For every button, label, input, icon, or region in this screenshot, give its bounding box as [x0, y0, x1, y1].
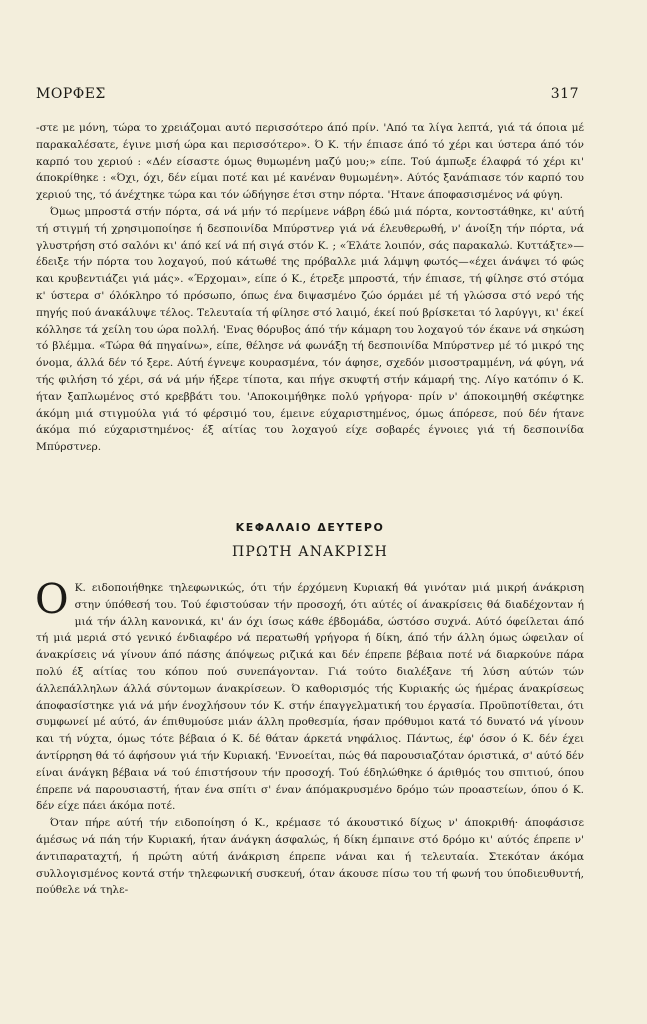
chapter-label: ΚΕΦΑΛΑΙΟ ΔΕΥΤΕΡΟ [235, 521, 385, 534]
running-title: ΜΟΡΦΕΣ [36, 86, 106, 102]
chapter-text-block [35, 575, 584, 899]
running-head [36, 86, 579, 102]
paragraph: Όμως μπροστά στήν πόρτα, σά νά μήν τό περίμενε νάβρη έδώ μιά πόρτα, κοντοστάθηκε, κι' αύτή τή στιγμή τή χρησιμοποίησε ή δεσποινίδα Μπύρστνερ γιά νά έλευθερωθή, ν' άνοίξη τήν πόρτα, νά γλυστρήση στό σαλόνι κι' άπό κεί νά πή σιγά στόν Κ. ; «Έλάτε λοιπόν, σάς παρακαλώ. Κυττάξτε»—έδειξε τήν πόρτα του λοχαγού, πού κάτωθέ της πρόβαλλε μιά λάμψη φωτός—«έχει άνάψει τό φώς και κρυβεντιάζει γιά μάς». «Έρχομαι», είπε ό Κ., έτρεξε μπροστά, τήν έπιασε, τή φίλησε στό στόμα κ' ύστερα σ' όλόκληρο τό πρόσωπο, όπως ένα διψασμένο ζώο όρμάει μέ τή γλώσσα στό νερό τής πηγής πού άνακάλυψε τέλος. Τελευταία τή φίλησε στό λαιμό, έκεί πού βρίσκεται τό λαρύγγι, κι' έκεί κόλλησε τά χείλη του ώρα πολλή. 'Ενας θόρυβος άπό τήν κάμαρη του λοχαγού τόν έκανε νά σηκώση τό βλέμμα. «Τώρα θά πηγαίνω», είπε, θέλησε νά φωνάξη τή δεσποινίδα Μπύρστνερ μέ τό μικρό της όνομα, άλλά δέν τό ξερε. Αύτή έγνεψε κουρασμένα, τόν άφησε, σχεδόν μισοστραμμένη, νά φύγη, νά τής φιλήση τό χέρι, σά νά μήν ήξερε τίποτα, και πήγε σκυφτή στήν κάμαρή της. Λίγο κατόπιν ό Κ. ήταν ξαπλωμένος στό κρεββάτι του. 'Αποκοιμήθηκε πολύ γρήγορα· πρίν ν' άποκοιμηθή σκέφτηκε άκόμη μιά στιγμούλα γιά τό φέρσιμό του, έμεινε εύχαριστημένος, όμως άπόρεσε, πού δέν ήτανε άκόμα πιό εύχαριστημένος· έξ αίτίας του λοχαγού είχε σοβαρές έγνοιες γιά τή δεσποινίδα Μπύρστνερ. [36, 205, 584, 454]
paragraph: -στε με μόνη, τώρα το χρειάζομαι αυτό περισσότερο άπό πρίν. 'Από τα λίγα λεπτά, γιά τά όποια μέ παρακαλέσατε, έγινε μισή ώρα και περισσότερο». Ό Κ. τήν έπιασε άπό τό χέρι και ύστερα άπό τόν καρπό του χεριού : «Δέν είσαστε όμως θυμωμένη μαζύ μου;» είπε. Τού άμπωξε έλαφρά τό χέρι κι' άποκρίθηκε : «Όχι, όχι, δέν είμαι ποτέ και μέ κανέναν θυμωμένη». Αύτός ξανάπιασε τόν καρπό του χεριού της, τό άνέχτηκε τώρα και τόν ώδήγησε έτσι στην πόρτα. 'Ητανε άποφασισμένος νά φύγη. [36, 122, 584, 202]
first-paragraph [35, 575, 584, 815]
page-number: 317 [550, 86, 579, 102]
first-paragraph-text: Κ. ειδοποιήθηκε τηλεφωνικώς, ότι τήν έρχόμενη Κυριακή θά γινόταν μιά μικρή άνάκριση στην ύπόθεσή του. Τού έφιστούσαν τήν προσοχή, ότι αύτές οί άνακρίσεις θά διαδέχονταν ή μιά τήν άλλη κανονικά, κι' άν όχι ίσως κάθε έβδομάδα, ώστόσο συχνά. Αύτό όφείλεται άπό τή μιά μεριά στό γενικό ένδιαφέρο νά περατωθή γρήγορα ή δίκη, άπό τήν άλλη όμως ώφειλαν οί άνακρίσεις νά γίνουν άπό πάσης άπόψεως ριζικά και δέν έπρεπε βέβαια ποτέ νά διαρκούνε πάρα πολύ έξ αίτίας του κόπου πού συνεπάγονταν. Γιά τούτο διαλέξανε τή λύση αύτών τών άλλεπάλληλων άλλά σύντομων άνακρίσεων. Ό καθορισμός τής Κυριακής ώς ήμέρας άνακρίσεως άποφασίστηκε γιά νά μήν ένοχλήσουν τόν Κ. στήν έπαγγελματική του έργασία. Προϋποτίθεται, ότι συμφωνεί μέ αύτό, άν έπιθυμούσε μιάν άλλη προθεσμία, ήσαν πρόθυμοι κατά τό δυνατό νά γίνουν και τή νύχτα, όμως τότε βέβαια ό Κ. δέ θάταν άρκετά νηφάλιος. Πάντως, έφ' όσον ό Κ. δέν έχει άντίρρηση θά τό άφήσουν γιά τήν Κυριακή. 'Εννοείται, πώς θά παρουσιαζόταν όριστικά, σ' αύτό δέν είναι άνάγκη βέβαια νά τού έπιστήσουν τήν προσοχή. Τού έδηλώθηκε ό άριθμός του σπιτιού, όπου έπρεπε νά παρουσιαστή, ήταν ένα σπίτι σ' έναν άπόμακρυσμένο δρόμο τών προαστείων, όπου ό Κ. δέν είχε πάει άκόμα ποτέ. [36, 582, 584, 813]
chapter-title: ΠΡΩΤΗ ΑΝΑΚΡΙΣΗ [231, 544, 389, 560]
paragraph: Όταν πήρε αύτή τήν ειδοποίηση ό Κ., κρέμασε τό άκουστικό δίχως ν' άποκριθή· άποφάσισε άμέσως νά πάη τήν Κυριακή, ήταν άνάγκη άσφαλώς, ή δίκη έμπαινε στό δρόμο κι' αύτός έπρεπε ν' άντιπαραταχτή, ή πρώτη αύτή άνάκριση έπρεπε νάναι και ή τελευταία. Στεκόταν άκόμα συλλογισμένος κοντά στήν τηλεφωνική συσκευή, όταν άκουσε πίσω του τή φωνή του ύποδιευθυντή, πούθελε νά τηλε- [36, 817, 584, 897]
continued-text-block [36, 120, 584, 456]
drop-cap: Ο [35, 575, 69, 623]
